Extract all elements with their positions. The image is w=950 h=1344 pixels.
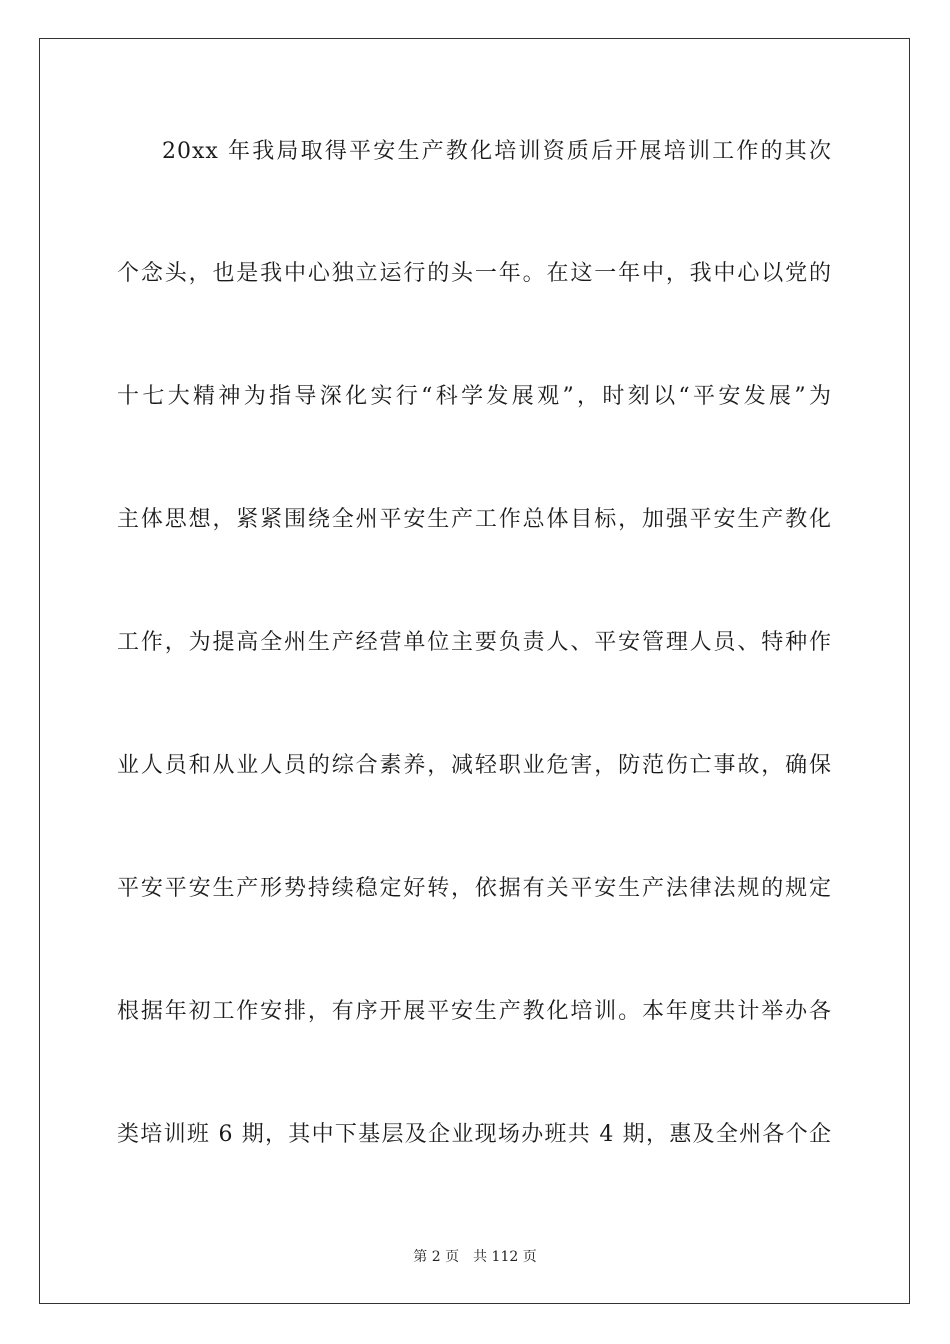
paragraph-line-2: 个念头，也是我中心独立运行的头一年。在这一年中，我中心以党的 [117, 261, 832, 286]
paragraph-line-3: 十七大精神为指导深化实行“科学发展观”，时刻以“平安发展”为 [117, 384, 832, 409]
page-footer [0, 1248, 950, 1266]
paragraph-line-9: 类培训班 6 期，其中下基层及企业现场办班共 4 期，惠及全州各个企 [117, 1122, 832, 1147]
paragraph-line-4: 主体思想，紧紧围绕全州平安生产工作总体目标，加强平安生产教化 [117, 507, 832, 532]
paragraph-line-1: 20xx 年我局取得平安生产教化培训资质后开展培训工作的其次 [162, 139, 832, 164]
page-total: 共 112 页 [473, 1249, 537, 1265]
paragraph-line-7: 平安平安生产形势持续稳定好转，依据有关平安生产法律法规的规定 [117, 876, 832, 901]
page-border [39, 38, 910, 1304]
page-number: 第 2 页 [413, 1249, 460, 1265]
paragraph-line-8: 根据年初工作安排，有序开展平安生产教化培训。本年度共计举办各 [117, 999, 832, 1024]
paragraph-line-5: 工作，为提高全州生产经营单位主要负责人、平安管理人员、特种作 [117, 630, 832, 655]
paragraph-line-6: 业人员和从业人员的综合素养，减轻职业危害，防范伤亡事故，确保 [117, 753, 832, 778]
